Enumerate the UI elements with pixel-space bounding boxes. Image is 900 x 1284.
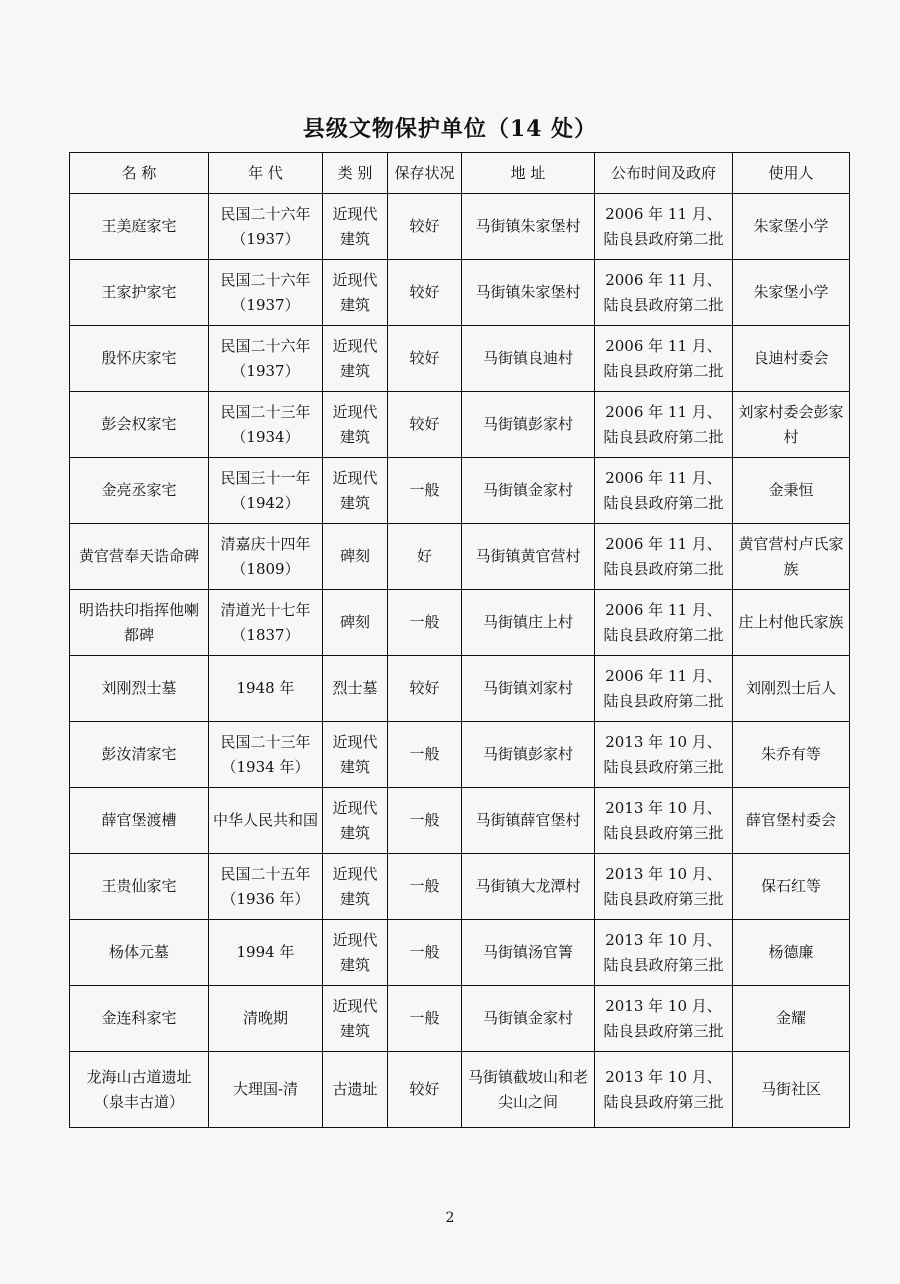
table-row [70,656,850,722]
header-category: 类 别 [323,153,388,194]
heritage-table [69,152,850,1128]
user-cell: 保石红等 [733,854,850,920]
header-name: 名 称 [70,153,209,194]
table-row [70,458,850,524]
table-row [70,722,850,788]
era-cell: 民国二十六年（1937） [209,326,323,392]
user-cell: 薛官堡村委会 [733,788,850,854]
table-row [70,590,850,656]
condition-cell: 较好 [388,392,462,458]
era-cell: 大理国-清 [209,1052,323,1128]
category-cell: 近现代建筑 [323,920,388,986]
era-cell: 中华人民共和国 [209,788,323,854]
condition-cell: 较好 [388,1052,462,1128]
condition-cell: 较好 [388,194,462,260]
table-row [70,854,850,920]
address-cell: 马街镇朱家堡村 [462,194,595,260]
announcement-cell: 2013 年 10 月、陆良县政府第三批 [595,854,733,920]
user-cell: 朱家堡小学 [733,260,850,326]
name-cell: 杨体元墓 [70,920,209,986]
condition-cell: 一般 [388,854,462,920]
name-cell: 王贵仙家宅 [70,854,209,920]
user-cell: 金秉恒 [733,458,850,524]
category-cell: 近现代建筑 [323,788,388,854]
category-cell: 碑刻 [323,590,388,656]
condition-cell: 较好 [388,656,462,722]
name-cell: 金连科家宅 [70,986,209,1052]
condition-cell: 一般 [388,590,462,656]
announcement-cell: 2013 年 10 月、陆良县政府第三批 [595,788,733,854]
name-cell: 王美庭家宅 [70,194,209,260]
condition-cell: 较好 [388,326,462,392]
header-condition: 保存状况 [388,153,462,194]
page-number: 2 [445,1210,455,1226]
condition-cell: 一般 [388,458,462,524]
category-cell: 烈士墓 [323,656,388,722]
condition-cell: 一般 [388,986,462,1052]
user-cell: 朱家堡小学 [733,194,850,260]
address-cell: 马街镇刘家村 [462,656,595,722]
condition-cell: 一般 [388,722,462,788]
user-cell: 刘家村委会彭家村 [733,392,850,458]
era-cell: 民国二十六年（1937） [209,260,323,326]
condition-cell: 好 [388,524,462,590]
header-era: 年 代 [209,153,323,194]
category-cell: 近现代建筑 [323,392,388,458]
table-row [70,920,850,986]
era-cell: 清晚期 [209,986,323,1052]
address-cell: 马街镇汤官箐 [462,920,595,986]
category-cell: 碑刻 [323,524,388,590]
address-cell: 马街镇朱家堡村 [462,260,595,326]
page-title: 县级文物保护单位（14 处） [302,116,598,142]
era-cell: 民国二十三年（1934） [209,392,323,458]
header-user: 使用人 [733,153,850,194]
user-cell: 朱乔有等 [733,722,850,788]
category-cell: 近现代建筑 [323,854,388,920]
user-cell: 金耀 [733,986,850,1052]
name-cell: 薛官堡渡槽 [70,788,209,854]
user-cell: 黄官营村卢氏家族 [733,524,850,590]
era-cell: 民国二十六年（1937） [209,194,323,260]
table-row [70,260,850,326]
announcement-cell: 2006 年 11 月、陆良县政府第二批 [595,524,733,590]
condition-cell: 一般 [388,920,462,986]
name-cell: 刘刚烈士墓 [70,656,209,722]
header-address: 地 址 [462,153,595,194]
table-row [70,986,850,1052]
address-cell: 马街镇黄官营村 [462,524,595,590]
address-cell: 马街镇庄上村 [462,590,595,656]
announcement-cell: 2006 年 11 月、陆良县政府第二批 [595,590,733,656]
table-row [70,326,850,392]
announcement-cell: 2013 年 10 月、陆良县政府第三批 [595,1052,733,1128]
era-cell: 1948 年 [209,656,323,722]
announcement-cell: 2006 年 11 月、陆良县政府第二批 [595,194,733,260]
header-announcement: 公布时间及政府 [595,153,733,194]
era-cell: 民国三十一年（1942） [209,458,323,524]
address-cell: 马街镇金家村 [462,458,595,524]
condition-cell: 一般 [388,788,462,854]
table-row [70,1052,850,1128]
user-cell: 杨德廉 [733,920,850,986]
table-header-row [70,153,850,194]
name-cell: 金亮丞家宅 [70,458,209,524]
condition-cell: 较好 [388,260,462,326]
announcement-cell: 2013 年 10 月、陆良县政府第三批 [595,986,733,1052]
era-cell: 民国二十三年（1934 年） [209,722,323,788]
user-cell: 刘刚烈士后人 [733,656,850,722]
name-cell: 王家护家宅 [70,260,209,326]
user-cell: 良迪村委会 [733,326,850,392]
name-cell: 殷怀庆家宅 [70,326,209,392]
address-cell: 马街镇彭家村 [462,392,595,458]
era-cell: 民国二十五年（1936 年） [209,854,323,920]
category-cell: 近现代建筑 [323,260,388,326]
address-cell: 马街镇大龙潭村 [462,854,595,920]
address-cell: 马街镇金家村 [462,986,595,1052]
era-cell: 清嘉庆十四年（1809） [209,524,323,590]
category-cell: 近现代建筑 [323,326,388,392]
era-cell: 清道光十七年（1837） [209,590,323,656]
announcement-cell: 2013 年 10 月、陆良县政府第三批 [595,920,733,986]
name-cell: 龙海山古道遗址（泉丰古道） [70,1052,209,1128]
user-cell: 庄上村他氏家族 [733,590,850,656]
announcement-cell: 2006 年 11 月、陆良县政府第二批 [595,392,733,458]
era-cell: 1994 年 [209,920,323,986]
address-cell: 马街镇截坡山和老尖山之间 [462,1052,595,1128]
announcement-cell: 2006 年 11 月、陆良县政府第二批 [595,260,733,326]
category-cell: 近现代建筑 [323,458,388,524]
user-cell: 马街社区 [733,1052,850,1128]
name-cell: 彭汝清家宅 [70,722,209,788]
table-row [70,392,850,458]
announcement-cell: 2006 年 11 月、陆良县政府第二批 [595,656,733,722]
name-cell: 彭会权家宅 [70,392,209,458]
announcement-cell: 2006 年 11 月、陆良县政府第二批 [595,326,733,392]
category-cell: 近现代建筑 [323,194,388,260]
name-cell: 明诰扶印指挥他喇都碑 [70,590,209,656]
address-cell: 马街镇良迪村 [462,326,595,392]
address-cell: 马街镇彭家村 [462,722,595,788]
table-row [70,788,850,854]
category-cell: 古遗址 [323,1052,388,1128]
category-cell: 近现代建筑 [323,722,388,788]
name-cell: 黄官营奉天诰命碑 [70,524,209,590]
announcement-cell: 2013 年 10 月、陆良县政府第三批 [595,722,733,788]
announcement-cell: 2006 年 11 月、陆良县政府第二批 [595,458,733,524]
table-row [70,194,850,260]
table-row [70,524,850,590]
address-cell: 马街镇薛官堡村 [462,788,595,854]
category-cell: 近现代建筑 [323,986,388,1052]
